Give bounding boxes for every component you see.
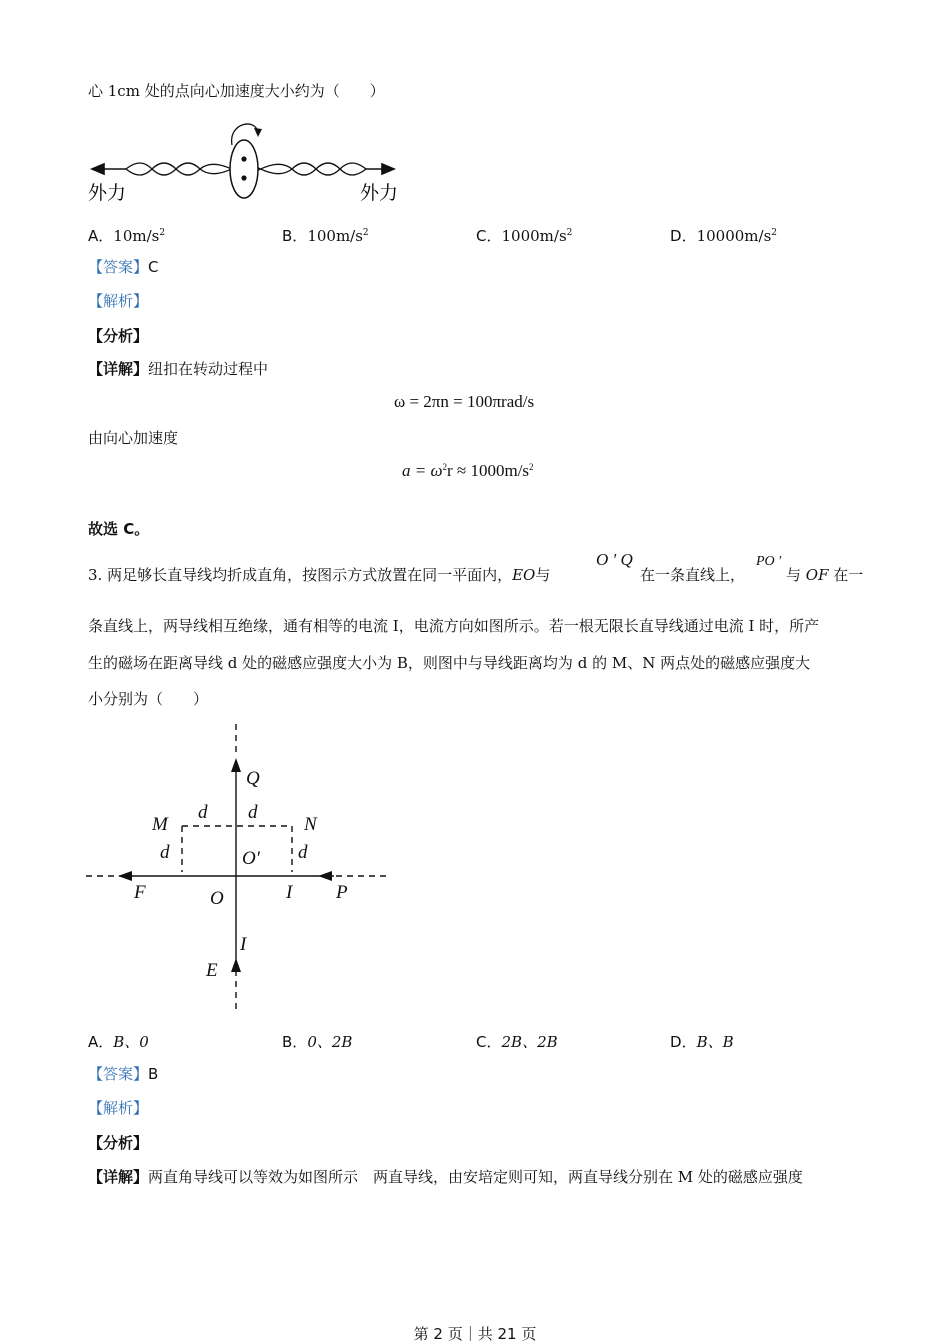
- q2-detail: 【详解】纽扣在转动过程中: [88, 360, 269, 378]
- page-footer: 第 2 页｜共 21 页: [413, 1325, 537, 1343]
- q2-conclusion: 故选 C。: [88, 520, 150, 538]
- right-force-label: 外力: [360, 183, 399, 204]
- wire-figure: [80, 720, 400, 1020]
- q2-option-d: D．$10000m/s^2$: [670, 227, 778, 245]
- q3-option-d: D．B、B: [670, 1033, 734, 1051]
- label-I-horizontal: I: [286, 882, 293, 903]
- label-M: M: [152, 814, 168, 835]
- q2-analysis-tag: 【解析】: [88, 292, 149, 310]
- label-P: P: [336, 882, 348, 903]
- label-F: F: [134, 882, 146, 903]
- q3-stem-line1-b: 在一条直线上，: [640, 566, 746, 584]
- label-N: N: [304, 814, 317, 835]
- arrow-up-Q: [231, 758, 241, 772]
- q3-detail: 【详解】两直角导线可以等效为如图所示 两直导线，由安培定则可知，两直导线分别在 M 处的磁感应强度: [88, 1168, 803, 1186]
- q3-stem-line1-c: 与 OF 在一: [786, 566, 864, 584]
- q2-answer: 【答案】C: [88, 258, 159, 276]
- label-Q: Q: [246, 768, 260, 789]
- q2-stem-tail: 心 1cm 处的点向心加速度大小约为（ ）: [88, 82, 385, 100]
- label-E: E: [206, 960, 218, 981]
- left-force-label: 外力: [88, 183, 127, 204]
- q2-option-b: B．$100m/s^2$: [282, 227, 369, 245]
- label-O: O: [210, 888, 224, 909]
- arrow-left-P: [318, 871, 332, 881]
- q3-stem-line1: 3. 两足够长直导线均折成直角，按图示方式放置在同一平面内，EO与: [88, 566, 551, 584]
- button-disc: [230, 140, 258, 198]
- q3-option-a: A．B、0: [88, 1033, 149, 1051]
- label-d-left: d: [160, 842, 170, 863]
- q3-stem-line2: 条直线上，两导线相互绝缘，通有相等的电流 I，电流方向如图所示。若一根无限长直导线通过电流 I 时，所产: [88, 617, 820, 635]
- label-d-right-top: d: [248, 802, 258, 823]
- label-O-prime: O′: [242, 848, 260, 869]
- q3-POp: PO ′: [756, 554, 782, 569]
- q3-answer: 【答案】B: [88, 1065, 159, 1083]
- q2-formula-omega: ω = 2πn = 100πrad/s: [394, 392, 535, 411]
- q3-option-b: B．0、2B: [282, 1033, 353, 1051]
- q2-line2: 由向心加速度: [88, 429, 179, 447]
- q2-option-c: C．$1000m/s^2$: [476, 227, 573, 245]
- arrow-left-F: [118, 871, 132, 881]
- q3-option-c: C．2B、2B: [476, 1033, 558, 1051]
- q2-fenxi-tag: 【分析】: [88, 327, 149, 345]
- q2-formula-accel: $a = \omega^2r \approx 1000m/s^2$: [402, 461, 534, 480]
- label-d-left-top: d: [198, 802, 208, 823]
- q3-stem-line4: 小分别为（ ）: [88, 690, 209, 708]
- label-d-right: d: [298, 842, 308, 863]
- q3-analysis-tag: 【解析】: [88, 1099, 149, 1117]
- left-force-arrow: [92, 164, 126, 174]
- q3-stem-line3: 生的磁场在距离导线 d 处的磁感应强度大小为 B，则图中与导线距离均为 d 的 M、N 两点处的磁感应强度大: [88, 654, 811, 672]
- arrow-up-E: [231, 958, 241, 972]
- label-I-vertical: I: [240, 934, 247, 955]
- right-force-arrow: [366, 164, 394, 174]
- button-spin-figure: [86, 115, 416, 210]
- q2-option-a: A．$10m/s^2$: [88, 227, 166, 245]
- q3-fenxi-tag: 【分析】: [88, 1134, 149, 1152]
- q3-OpQ: O ′ Q: [596, 550, 633, 569]
